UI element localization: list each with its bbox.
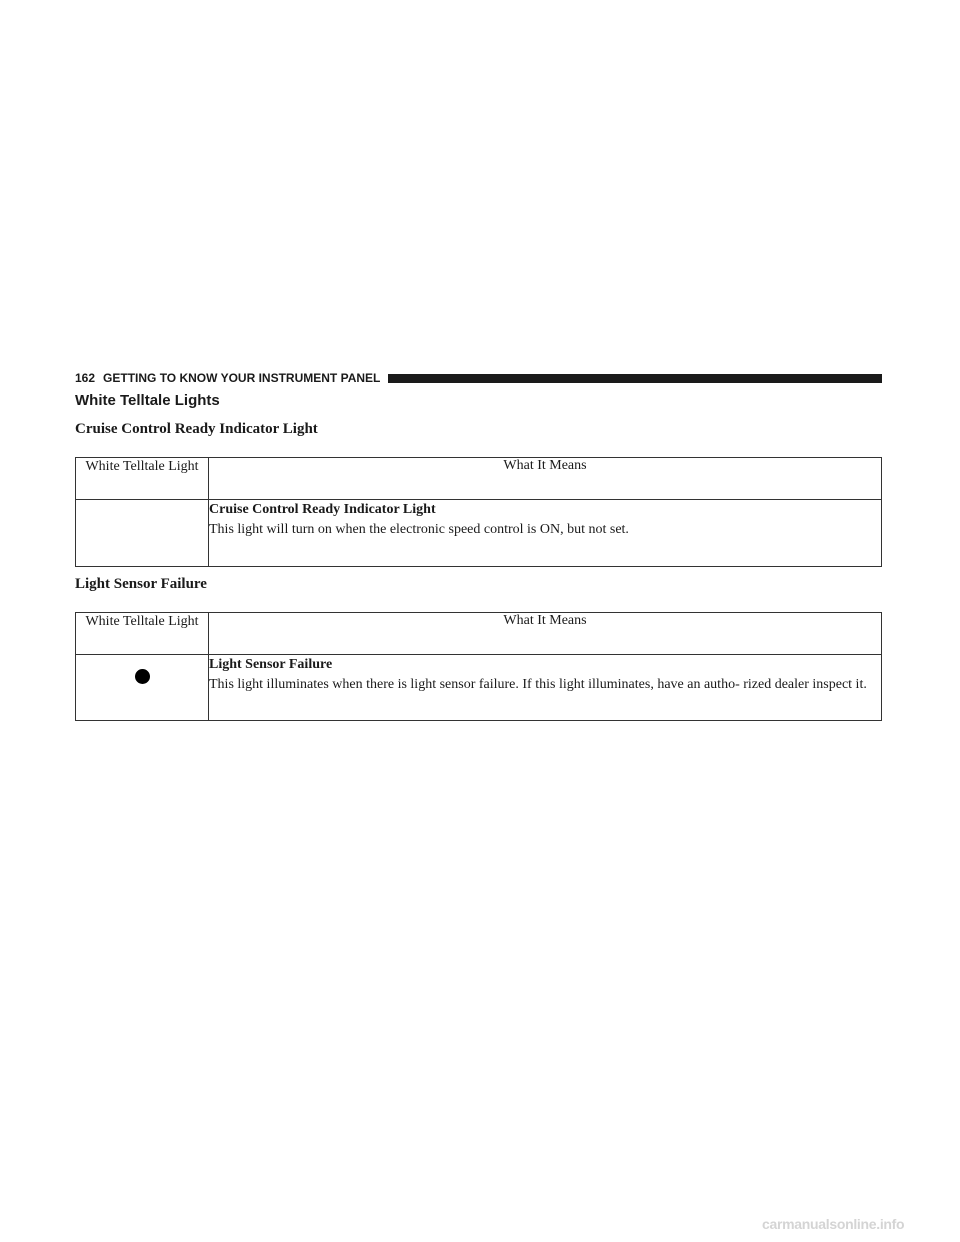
- column-header-light: White Telltale Light: [76, 458, 209, 500]
- telltale-description-cell: [209, 655, 882, 721]
- footer-watermark: carmanualsonline.info: [762, 1216, 905, 1232]
- telltale-table-light-sensor: [75, 612, 882, 721]
- telltale-icon-cell: [76, 655, 209, 721]
- column-header-light: White Telltale Light: [76, 613, 209, 655]
- table-row: [76, 655, 882, 721]
- telltale-description-cell: [209, 500, 882, 567]
- section-heading: White Telltale Lights: [75, 392, 220, 409]
- filled-circle-icon: [135, 669, 150, 684]
- telltale-title: Cruise Control Ready Indicator Light: [209, 502, 436, 517]
- running-header: [75, 369, 882, 387]
- telltale-icon-cell: [76, 500, 209, 567]
- table-header-row: [76, 458, 882, 500]
- column-header-meaning: What It Means: [209, 613, 882, 655]
- column-header-meaning: What It Means: [209, 458, 882, 500]
- table-heading-cruise-control: Cruise Control Ready Indicator Light: [75, 421, 318, 437]
- table-row: [76, 500, 882, 567]
- telltale-description: This light will turn on when the electronic speed control is ON, but not set.: [209, 522, 629, 537]
- telltale-table-cruise-control: [75, 457, 882, 567]
- table-header-row: [76, 613, 882, 655]
- header-rule: [388, 374, 882, 383]
- page-number: 162: [75, 371, 96, 385]
- table-heading-light-sensor: Light Sensor Failure: [75, 576, 207, 592]
- telltale-description: This light illuminates when there is light sensor failure. If this light illuminates, have an autho- rized dealer inspect it.: [209, 677, 867, 692]
- telltale-title: Light Sensor Failure: [209, 657, 333, 672]
- chapter-title: GETTING TO KNOW YOUR INSTRUMENT PANEL: [103, 371, 381, 385]
